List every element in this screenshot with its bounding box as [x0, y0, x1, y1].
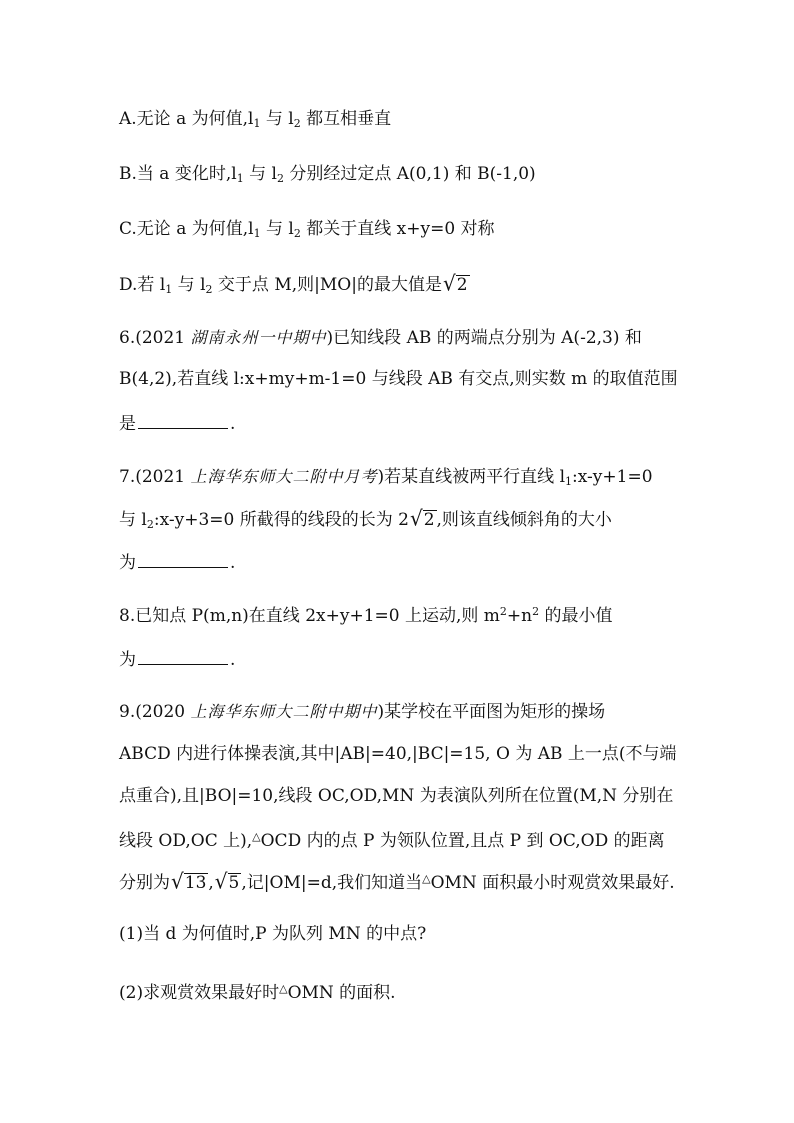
question-9-text: OMN 面积最小时观赏效果最好.	[430, 873, 675, 893]
radicand: 13	[184, 873, 207, 893]
question-9-part-2	[119, 978, 396, 1003]
subscript: 1	[236, 172, 244, 185]
question-6-line-1	[119, 327, 642, 349]
question-8-text: 为	[119, 650, 136, 670]
question-7-text: 与 l	[119, 510, 147, 530]
question-6-text: )已知线段 AB 的两端点分别为 A(-2,3) 和	[326, 328, 642, 348]
option-c-text-end: 都关于直线 x+y=0 对称	[300, 219, 495, 239]
question-9-text: ,	[208, 873, 214, 893]
question-9-text: 线段 OD,OC 上),	[119, 831, 253, 851]
question-6-text: B(4,2),若直线 l:x+my+m-1=0 与线段 AB 有交点,则实数 m 的取值范围	[119, 369, 678, 389]
superscript: 2	[499, 605, 507, 618]
question-9-number: 9.(2020	[119, 702, 191, 722]
question-7-line-2	[119, 507, 612, 529]
question-8-text: 的最小值	[539, 606, 613, 626]
option-d	[119, 272, 470, 294]
question-9-line-3	[119, 785, 673, 807]
option-b-text: B.当 a 变化时,l	[119, 164, 237, 184]
question-8-line-2	[119, 646, 235, 668]
question-8-text: +n	[506, 606, 533, 626]
question-8-text: 8.已知点 P(m,n)在直线 2x+y+1=0 上运动,则 m	[119, 606, 500, 626]
question-7-text: )若某直线被两平行直线 l	[377, 467, 566, 487]
option-b-text-end: 分别经过定点 A(0,1) 和 B(-1,0)	[283, 164, 536, 184]
option-a	[119, 108, 391, 130]
answer-blank[interactable]	[138, 410, 228, 429]
subscript: 1	[565, 475, 573, 488]
question-7-source: 上海华东师大二附中月考	[190, 467, 378, 486]
subscript: 2	[146, 518, 154, 531]
subscript: 2	[293, 117, 301, 130]
subscript: 1	[165, 283, 173, 296]
option-b	[119, 163, 536, 185]
triangle-icon: △	[422, 872, 431, 885]
radical-sign-icon: √	[214, 868, 228, 894]
superscript: 2	[532, 605, 540, 618]
question-9-text: ,记|OM|=d,我们知道当	[241, 873, 423, 893]
question-9-text: )某学校在平面图为矩形的操场	[377, 702, 606, 722]
question-7-text: 为	[119, 553, 136, 573]
question-7-number: 7.(2021	[119, 467, 191, 487]
option-d-text-end: 交于点 M,则|MO|的最大值是	[212, 275, 442, 295]
sqrt-expression	[215, 870, 242, 892]
answer-blank[interactable]	[138, 646, 228, 665]
radicand: 2	[456, 275, 468, 295]
question-9-line-5	[119, 868, 675, 894]
subscript: 2	[293, 227, 301, 240]
question-6-text: 是	[119, 414, 136, 434]
question-7-text: :x-y+3=0 所截得的线段的长为 2	[153, 510, 409, 530]
subscript: 1	[253, 227, 261, 240]
question-9-line-4	[119, 826, 665, 851]
question-9-text: ABCD 内进行体操表演,其中|AB|=40,|BC|=15, O 为 AB 上一点(不与端	[119, 744, 677, 764]
option-d-text: D.若 l	[119, 275, 166, 295]
option-c-text: C.无论 a 为何值,l	[119, 219, 254, 239]
option-b-text-mid: 与 l	[243, 164, 277, 184]
radical-sign-icon: √	[442, 270, 456, 296]
question-7-text: :x-y+1=0	[572, 467, 653, 487]
question-8-line-1	[119, 605, 613, 627]
radicand: 2	[423, 510, 435, 530]
question-7-line-1	[119, 466, 653, 488]
question-9-text: OCD 内的点 P 为领队位置,且点 P 到 OC,OD 的距离	[260, 831, 665, 851]
option-a-text-end: 都互相垂直	[300, 109, 392, 129]
question-6-line-2	[119, 368, 678, 390]
question-7-text: ,则该直线倾斜角的大小	[436, 510, 612, 530]
question-6-number: 6.(2021	[119, 328, 191, 348]
question-9-line-2	[119, 743, 677, 765]
sqrt-expression	[171, 870, 208, 892]
subscript: 1	[253, 117, 261, 130]
question-9-part-2-text: OMN 的面积.	[287, 983, 396, 1003]
subscript: 2	[205, 283, 213, 296]
question-9-part-1-text: (1)当 d 为何值时,P 为队列 MN 的中点?	[119, 924, 427, 944]
option-d-text-mid: 与 l	[172, 275, 206, 295]
question-6-source: 湖南永州一中期中	[190, 328, 327, 347]
radical-sign-icon: √	[409, 505, 423, 531]
answer-blank[interactable]	[138, 549, 228, 568]
sqrt-expression	[410, 507, 437, 529]
question-7-line-3	[119, 549, 235, 571]
question-7-text: .	[230, 553, 236, 573]
radical-sign-icon: √	[171, 868, 184, 894]
question-8-text: .	[230, 650, 236, 670]
triangle-icon: △	[279, 982, 288, 995]
option-a-text: A.无论 a 为何值,l	[119, 109, 254, 129]
question-9-text: 点重合),且|BO|=10,线段 OC,OD,MN 为表演队列所在位置(M,N 分别在	[119, 786, 674, 806]
subscript: 2	[276, 172, 284, 185]
option-c	[119, 218, 495, 240]
question-9-part-2-text: (2)求观赏效果最好时	[119, 983, 280, 1003]
sqrt-expression	[443, 272, 470, 294]
radicand: 5	[228, 873, 240, 893]
option-c-text-mid: 与 l	[260, 219, 294, 239]
question-9-text: 分别为	[119, 873, 170, 893]
question-6-text: .	[230, 414, 236, 434]
triangle-icon: △	[252, 830, 261, 843]
question-9-part-1	[119, 923, 426, 945]
option-a-text-mid: 与 l	[260, 109, 294, 129]
question-6-line-3	[119, 410, 235, 432]
question-9-source: 上海华东师大二附中期中	[190, 702, 378, 721]
question-9-line-1	[119, 701, 605, 723]
